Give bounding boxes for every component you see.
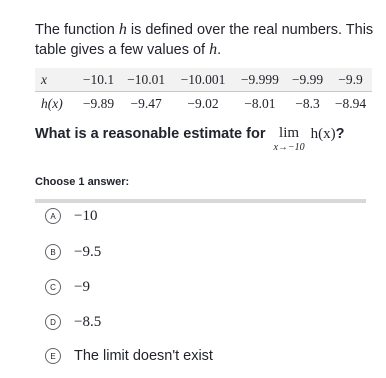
choice-d[interactable] <box>45 309 365 335</box>
table-cell-hx: −8.01 <box>234 92 286 116</box>
limit-subscript: x→−10 <box>273 142 305 153</box>
choice-c[interactable] <box>45 274 365 300</box>
choose-label: Choose 1 answer: <box>35 176 130 188</box>
values-table <box>35 68 372 115</box>
function-name-2: h <box>209 41 218 58</box>
table-cell-x: −10.001 <box>172 68 234 92</box>
table-cell-x: −9.999 <box>234 68 286 92</box>
table-header-hx: h(x) <box>35 92 77 116</box>
table-cell-hx: −9.89 <box>77 92 120 116</box>
choice-label-a: −10 <box>74 207 98 224</box>
table-cell-hx: −9.02 <box>172 92 234 116</box>
limit-function: h(x) <box>310 126 336 142</box>
intro-text-before: The function <box>35 22 119 38</box>
choice-letter-e: E <box>45 348 61 364</box>
intro-text-middle: is defined over the real numbers. This table gives a few values of <box>35 22 374 58</box>
table-row-hx <box>35 92 372 116</box>
table-cell-x: −10.01 <box>120 68 172 92</box>
choice-label-c: −9 <box>74 278 90 295</box>
choice-letter-a: A <box>45 208 61 224</box>
question-text: What is a reasonable estimate for <box>35 126 266 142</box>
choice-a[interactable] <box>45 203 365 229</box>
choice-e[interactable] <box>45 343 365 369</box>
table-cell-hx: −9.47 <box>120 92 172 116</box>
choice-label-d: −8.5 <box>74 313 102 330</box>
limit-word: lim <box>279 125 300 141</box>
table-cell-x: −10.1 <box>77 68 120 92</box>
table-row-x <box>35 68 372 92</box>
question-mark: ? <box>335 126 345 142</box>
table-cell-hx: −8.94 <box>329 92 372 116</box>
choice-letter-d: D <box>45 314 61 330</box>
choice-letter-c: C <box>45 279 61 295</box>
problem-statement <box>35 20 375 60</box>
table-cell-x: −9.9 <box>329 68 372 92</box>
table-cell-x: −9.99 <box>286 68 329 92</box>
choice-label-b: −9.5 <box>74 243 102 260</box>
limit-expression <box>273 124 304 153</box>
question <box>35 124 345 153</box>
function-name: h <box>118 21 127 38</box>
table-header-x: x <box>35 68 77 92</box>
table-cell-hx: −8.3 <box>286 92 329 116</box>
choice-label-e: The limit doesn't exist <box>74 348 213 364</box>
intro-text-end: . <box>217 42 222 58</box>
choice-b[interactable] <box>45 239 365 265</box>
choice-letter-b: B <box>45 244 61 260</box>
